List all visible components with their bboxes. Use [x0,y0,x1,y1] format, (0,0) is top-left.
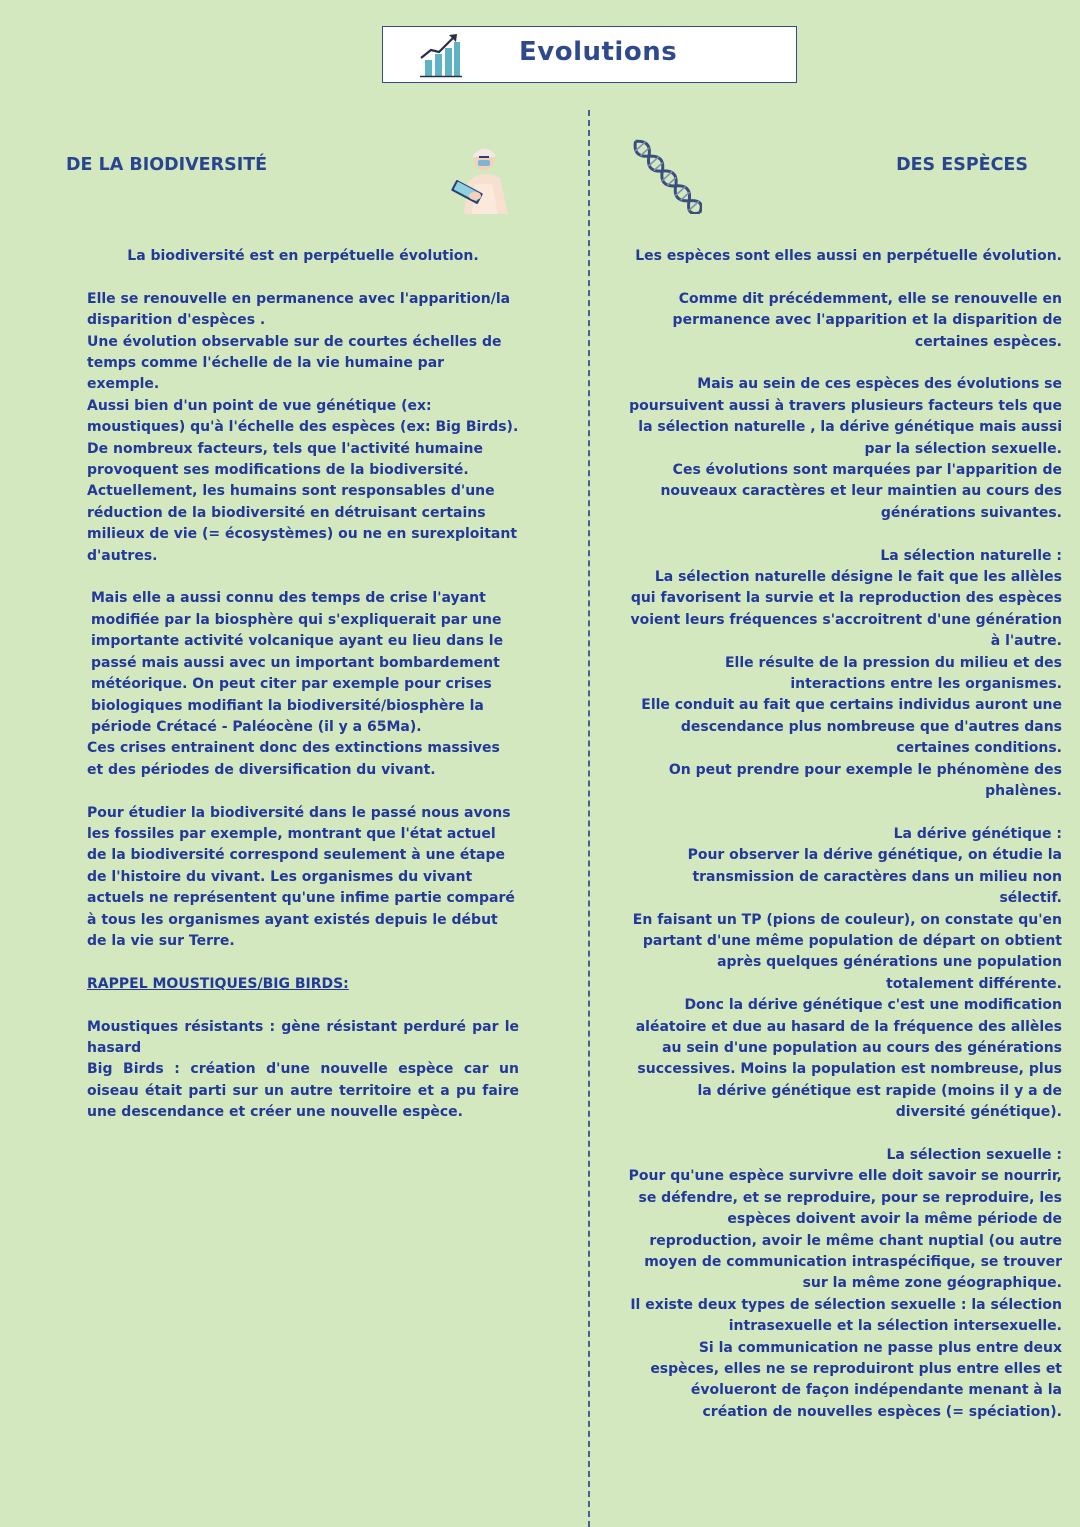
right-paragraph: Comme dit précédemment, elle se renouvelle en permanence avec l'apparition et la disparition de certaines espèces. [672,290,1062,350]
left-column [87,246,519,1124]
rappel-title: RAPPEL MOUSTIQUES/BIG BIRDS: [87,975,349,992]
left-paragraph: Aussi bien d'un point de vue génétique (ex: moustiques) qu'à l'échelle des espèces (ex: Big Birds). De nombreux facteurs, tels que l'activité humaine provoquent ses modifications de la biodiversité. [87,397,519,479]
left-paragraph: Elle se renouvelle en permanence avec l'apparition/la disparition d'espèces . [87,290,511,329]
right-paragraph: Si la communication ne passe plus entre deux espèces, elles ne se reproduiront plus entre elles et évolueront de façon indépendante menant à la création de nouvelles espèces (= spéciation). [650,1339,1062,1420]
growth-chart-icon [419,32,463,78]
right-paragraph: La sélection naturelle désigne le fait que les allèles qui favorisent la survie et la reproduction des espèces voient leurs fréquences s'accroitrent d'une génération à l'autre. [630,569,1062,650]
right-column [628,246,1062,1423]
dna-icon [628,134,702,214]
right-paragraph: On peut prendre pour exemple le phénomène des phalènes. [668,761,1062,800]
right-paragraph: En faisant un TP (pions de couleur), on constate qu'en partant d'une même population de départ on obtient après quelques générations une population totalement différente. [632,911,1062,992]
right-paragraph: Pour observer la dérive génétique, on étudie la transmission de caractères dans un milieu non sélectif. [687,847,1062,907]
section-title: La sélection naturelle : [880,547,1062,564]
rappel-item: Moustiques résistants : gène résistant perduré par le hasard [87,1018,519,1056]
right-paragraph: Mais au sein de ces espèces des évolutions se poursuivent aussi à travers plusieurs facteurs tels que la sélection naturelle , la dérive génétique mais aussi par la sélection sexuelle. [629,376,1062,457]
left-paragraph: Ces crises entrainent donc des extinctions massives et des périodes de diversification du vivant. [87,740,500,778]
right-intro: Les espèces sont elles aussi en perpétuelle évolution. [635,248,1062,264]
right-paragraph: Il existe deux types de sélection sexuelle : la sélection intrasexuelle et la sélection intersexuelle. [630,1296,1062,1335]
left-paragraph: Une évolution observable sur de courtes échelles de temps comme l'échelle de la vie humaine par exemple. [87,333,502,393]
right-paragraph: Ces évolutions sont marquées par l'apparition de nouveaux caractères et leur maintien au cours des générations suivantes. [660,462,1062,521]
section-title: La sélection sexuelle : [886,1146,1062,1163]
right-paragraph: Donc la dérive génétique c'est une modification aléatoire et due au hasard de la fréquence des allèles au sein d'une population au cours des générations successives. Moins la population est nombreuse, plus la dérive génétique est rapide (moins il y a de diversité génétique). [635,997,1062,1121]
rappel-item: Big Birds : création d'une nouvelle espèce car un oiseau était parti sur un autre territoire et a pu faire une descendance et créer une nouvelle espèce. [87,1061,519,1121]
title-box [382,26,797,83]
left-intro: La biodiversité est en perpétuelle évolution. [127,248,479,264]
left-heading: DE LA BIODIVERSITÉ [66,155,268,175]
right-paragraph: Elle résulte de la pression du milieu et des interactions entre les organismes. [724,654,1062,693]
right-heading: DES ESPÈCES [896,155,1028,175]
page-title: Evolutions [519,37,678,67]
left-paragraph: Pour étudier la biodiversité dans le passé nous avons les fossiles par exemple, montrant que l'état actuel de la biodiversité correspond seulement à une étape de l'histoire du vivant. Les organismes du vivant actuels ne représentent qu'une infime partie comparé à tous les organismes ayant existés depuis le début de la vie sur Terre. [87,804,515,949]
right-paragraph: Elle conduit au fait que certains individus auront une descendance plus nombreuse que d'autres dans certaines conditions. [641,697,1062,757]
right-paragraph: Pour qu'une espèce survivre elle doit savoir se nourrir, se défendre, et se reproduire, pour se reproduire, les espèces doivent avoir la même période de reproduction, avoir le même chant nuptial (ou autre moyen de communication intraspécifique, se trouver sur la même zone géographique. [628,1168,1062,1292]
scientist-illustration [442,138,522,214]
column-divider [588,110,590,1527]
left-paragraph: Mais elle a aussi connu des temps de crise l'ayant modifiée par la biosphère qui s'expliquerait par une importante activité volcanique ayant eu lieu dans le passé mais aussi avec un important bombardement météorique. On peut citer par exemple pour crises biologiques modifiant la biodiversité/biosphère la période Crétacé - Paléocène (il y a 65Ma). [91,590,504,735]
left-paragraph: Actuellement, les humains sont responsables d'une réduction de la biodiversité en détruisant certains milieux de vie (= écosystèmes) ou ne en surexploitant d'autres. [87,483,518,564]
section-title: La dérive génétique : [893,825,1062,842]
